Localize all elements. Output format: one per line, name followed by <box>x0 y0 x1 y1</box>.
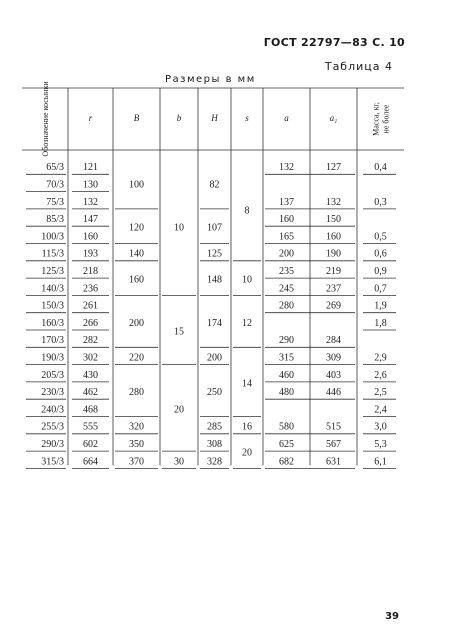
cell-B: 220 <box>129 352 144 364</box>
cell-H: 174 <box>207 317 222 329</box>
cell-H: 328 <box>207 456 222 468</box>
col-header-B: B <box>133 113 140 123</box>
cell-mass: 0,5 <box>374 231 387 243</box>
cell-mass: 1,8 <box>374 317 387 329</box>
cell-b: 30 <box>174 456 184 468</box>
cell-r: 468 <box>83 404 98 416</box>
cell-designation: 290/3 <box>41 438 64 450</box>
cell-mass: 6,1 <box>374 456 387 468</box>
cell-b: 20 <box>174 404 184 416</box>
col-header-b: b <box>176 113 182 123</box>
cell-r: 130 <box>83 179 98 191</box>
cell-designation: 125/3 <box>41 265 64 277</box>
cell-s: 20 <box>242 447 252 459</box>
cell-B: 120 <box>129 222 144 234</box>
cell-a: 165 <box>279 231 294 243</box>
cell-r: 218 <box>83 265 98 277</box>
cell-designation: 75/3 <box>46 196 64 208</box>
cell-mass: 3,0 <box>374 421 387 433</box>
cell-a1: 150 <box>326 214 341 226</box>
cell-H: 148 <box>207 274 222 286</box>
cell-a: 480 <box>279 387 294 399</box>
page-number: 39 <box>385 611 399 622</box>
cell-mass: 2,5 <box>374 387 387 399</box>
cell-mass: 1,9 <box>374 300 387 312</box>
cell-b: 15 <box>174 326 184 338</box>
cell-B: 200 <box>129 317 144 329</box>
cell-mass: 2,9 <box>374 352 387 364</box>
cell-a1: 567 <box>326 438 341 450</box>
cell-mass: 5,3 <box>374 438 387 450</box>
cell-s: 14 <box>242 378 252 390</box>
col-header-designation: Обозначение косынки <box>41 81 50 157</box>
col-header-a1: a₁ <box>329 113 338 123</box>
cell-a: 682 <box>279 456 294 468</box>
cell-a1: 190 <box>326 248 341 260</box>
cell-r: 602 <box>83 438 98 450</box>
cell-s: 10 <box>242 274 252 286</box>
cell-a1: 284 <box>326 335 341 347</box>
cell-B: 160 <box>129 274 144 286</box>
cell-r: 132 <box>83 196 98 208</box>
cell-r: 160 <box>83 231 98 243</box>
cell-r: 664 <box>83 456 98 468</box>
cell-B: 140 <box>129 248 144 260</box>
cell-a: 132 <box>279 162 294 174</box>
cell-a1: 127 <box>326 162 341 174</box>
cell-a: 460 <box>279 369 294 381</box>
col-header-s: s <box>245 113 249 123</box>
cell-designation: 115/3 <box>41 248 64 260</box>
cell-a1: 403 <box>326 369 341 381</box>
cell-a1: 269 <box>326 300 341 312</box>
cell-designation: 70/3 <box>46 179 64 191</box>
cell-designation: 85/3 <box>46 214 64 226</box>
cell-b: 10 <box>174 222 184 234</box>
table-title: Таблица 4 <box>324 60 393 73</box>
cell-designation: 100/3 <box>41 231 64 243</box>
cell-H: 285 <box>207 421 222 433</box>
col-header-a: a <box>284 113 289 123</box>
cell-mass: 0,7 <box>374 283 387 295</box>
cell-a: 280 <box>279 300 294 312</box>
cell-a: 290 <box>279 335 294 347</box>
cell-H: 250 <box>207 387 222 399</box>
cell-mass: 0,9 <box>374 265 387 277</box>
cell-a: 160 <box>279 214 294 226</box>
cell-a1: 132 <box>326 196 341 208</box>
cell-a1: 160 <box>326 231 341 243</box>
cell-r: 193 <box>83 248 98 260</box>
cell-designation: 140/3 <box>41 283 64 295</box>
cell-a1: 515 <box>326 421 341 433</box>
cell-mass: 0,3 <box>374 196 387 208</box>
col-header-r: r <box>88 113 93 123</box>
cell-H: 200 <box>207 352 222 364</box>
cell-a1: 446 <box>326 387 341 399</box>
cell-a: 315 <box>279 352 294 364</box>
cell-designation: 170/3 <box>41 335 64 347</box>
cell-r: 147 <box>83 214 98 226</box>
cell-H: 308 <box>207 438 222 450</box>
cell-mass: 2,4 <box>374 404 387 416</box>
cell-designation: 240/3 <box>41 404 64 416</box>
cell-r: 302 <box>83 352 98 364</box>
cell-mass: 0,4 <box>374 162 387 174</box>
cell-designation: 65/3 <box>46 162 64 174</box>
cell-a: 235 <box>279 265 294 277</box>
cell-designation: 190/3 <box>41 352 64 364</box>
cell-s: 8 <box>244 205 250 217</box>
cell-s: 12 <box>242 317 252 329</box>
cell-H: 82 <box>209 179 220 191</box>
cell-H: 107 <box>207 222 222 234</box>
cell-r: 430 <box>83 369 98 381</box>
cell-r: 121 <box>83 162 98 174</box>
cell-B: 350 <box>129 438 144 450</box>
cell-a: 245 <box>279 283 294 295</box>
cell-designation: 205/3 <box>41 369 64 381</box>
cell-a: 625 <box>279 438 294 450</box>
cell-designation: 255/3 <box>41 421 64 433</box>
cell-a1: 631 <box>326 456 341 468</box>
page-header: ГОСТ 22797—83 С. 10 <box>263 36 405 49</box>
cell-r: 555 <box>83 421 98 433</box>
cell-mass: 0,6 <box>374 248 387 260</box>
cell-r: 462 <box>83 387 98 399</box>
cell-designation: 230/3 <box>41 387 64 399</box>
cell-B: 280 <box>129 387 144 399</box>
cell-a: 137 <box>279 196 294 208</box>
cell-a1: 237 <box>326 283 341 295</box>
cell-designation: 150/3 <box>41 300 64 312</box>
cell-H: 125 <box>207 248 222 260</box>
cell-B: 100 <box>129 179 144 191</box>
col-header-mass-line2: не более <box>381 104 391 134</box>
cell-r: 236 <box>83 283 98 295</box>
cell-a1: 219 <box>326 265 341 277</box>
cell-B: 370 <box>129 456 144 468</box>
cell-r: 261 <box>83 300 98 312</box>
cell-a: 200 <box>279 248 294 260</box>
cell-designation: 315/3 <box>41 456 64 468</box>
col-header-H: H <box>211 113 218 123</box>
cell-r: 282 <box>83 335 98 347</box>
cell-s: 16 <box>242 421 252 433</box>
col-header-mass-line1: Масса, кг, <box>371 102 381 136</box>
cell-r: 266 <box>83 317 98 329</box>
cell-a1: 309 <box>326 352 341 364</box>
cell-a: 580 <box>279 421 294 433</box>
units-label: Размеры в мм <box>165 74 256 85</box>
cell-B: 320 <box>129 421 144 433</box>
cell-mass: 2,6 <box>374 369 387 381</box>
cell-designation: 160/3 <box>41 317 64 329</box>
